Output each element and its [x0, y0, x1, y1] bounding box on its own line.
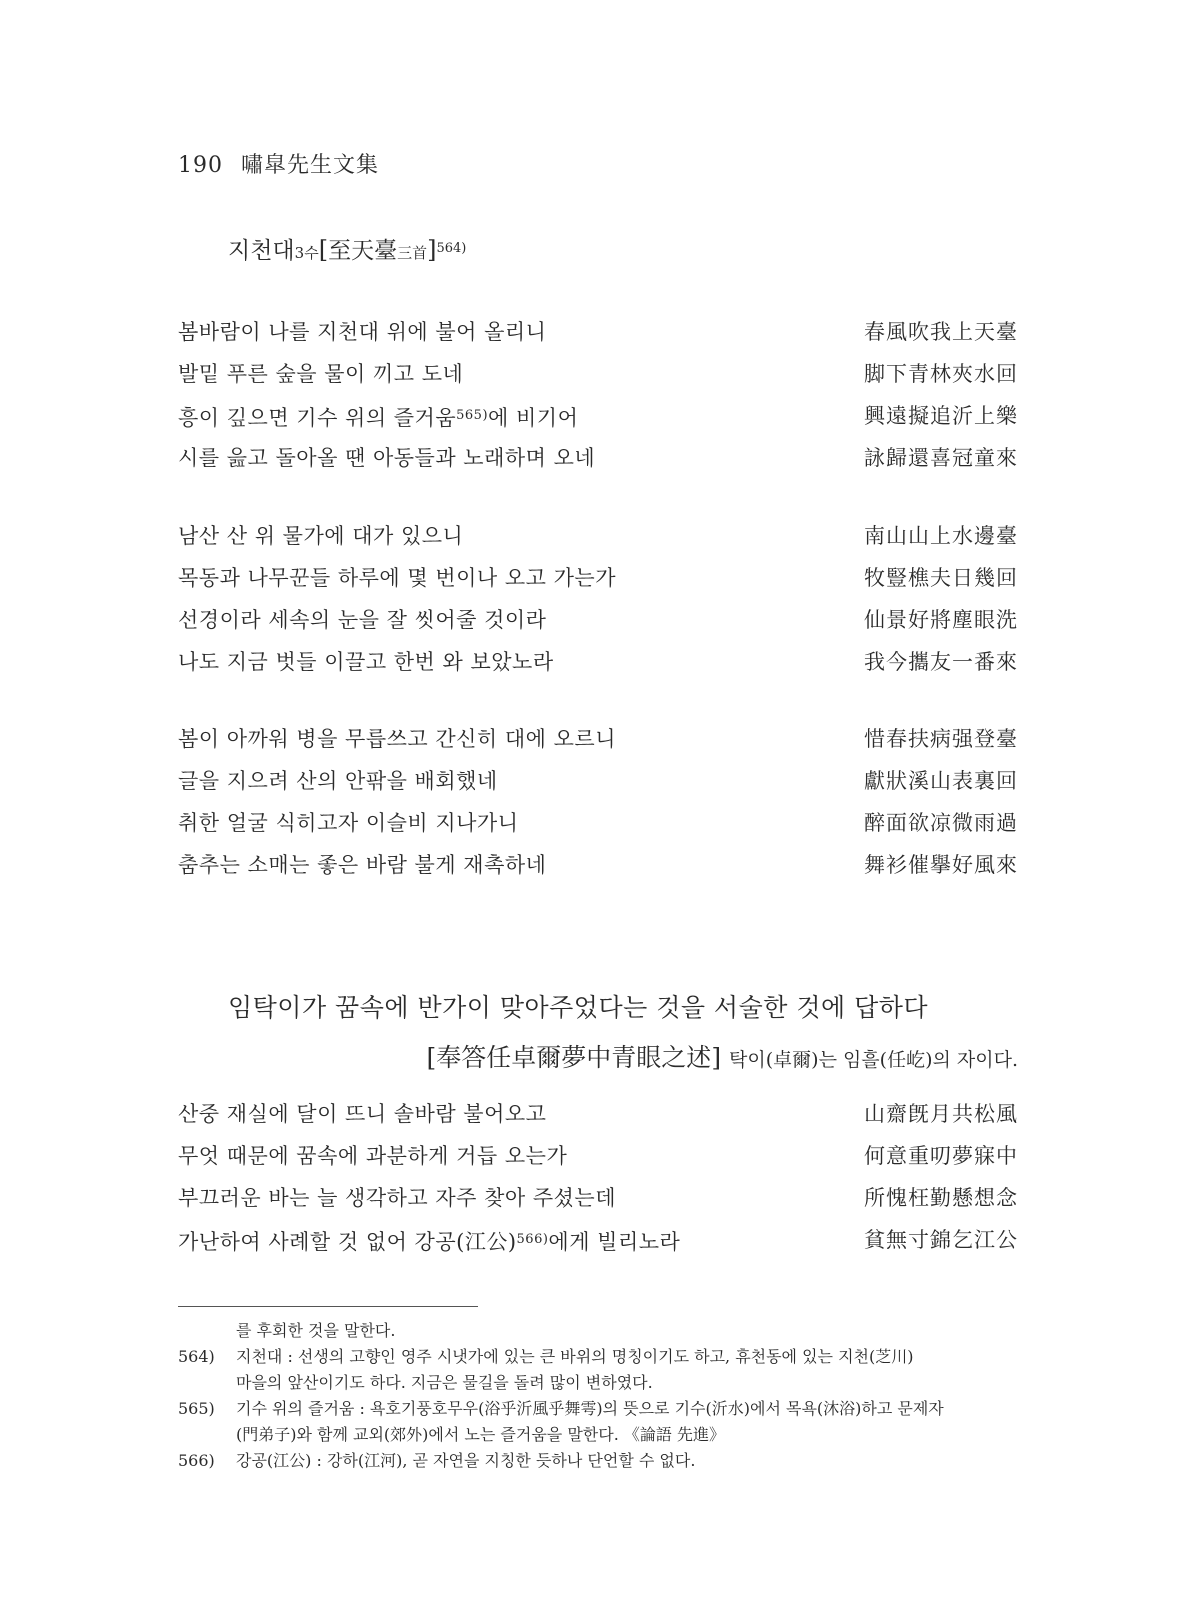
verse-hanja: 南山山上水邊臺 [864, 524, 1018, 548]
verse-line [178, 515, 1018, 557]
verse-line [178, 844, 1018, 886]
poem1-title-hanja: 至天臺 [328, 238, 398, 264]
poem2-subtitle-note: 탁이(卓爾)는 임흘(任屹)의 자이다. [729, 1049, 1018, 1071]
footnote-ref: 564) [436, 241, 467, 256]
verse-line [178, 641, 1018, 683]
poem1-title-count: 3수 [294, 244, 319, 262]
verse-line [178, 599, 1018, 641]
footnote-566 [178, 1448, 1020, 1474]
verse-hanja: 詠歸還喜冠童來 [864, 446, 1018, 470]
poem1-title [228, 232, 466, 265]
verse-line [178, 1135, 1018, 1177]
verse-hanja: 春風吹我上天臺 [864, 320, 1018, 344]
poem1-stanza-1 [178, 311, 1018, 479]
verse-hanja: 仙景好將塵眼洗 [864, 608, 1018, 632]
verse-line [178, 1177, 1018, 1219]
footnote-564 [178, 1344, 1020, 1396]
footnote-text: 기수 위의 즐거움 : 욕호기풍호무우(浴乎沂風乎舞雩)의 뜻으로 기수(沂水)에서 목욕(沐浴)하고 문제자 [236, 1399, 944, 1418]
poem2-subtitle [427, 1038, 1018, 1074]
verse-korean: 가난하여 사례할 것 없어 강공(江公)$^{566)}$에게 빌리노라 [178, 1230, 681, 1254]
footnote-text: (門弟子)와 함께 교외(郊外)에서 노는 즐거움을 말한다. 《論語 先進》 [236, 1425, 725, 1444]
footnote-number: 566) [178, 1451, 215, 1470]
verse-line [178, 1093, 1018, 1135]
verse-line [178, 353, 1018, 395]
verse-hanja: 惜春扶病强登臺 [864, 727, 1018, 751]
poem1-stanza-3 [178, 718, 1018, 886]
verse-hanja: 牧豎樵夫日幾回 [864, 566, 1018, 590]
verse-hanja: 山齋旣月共松風 [864, 1102, 1018, 1126]
verse-korean: 목동과 나무꾼들 하루에 몇 번이나 오고 가는가 [178, 566, 616, 590]
verse-line [178, 760, 1018, 802]
book-title: 嘯皐先生文集 [241, 153, 380, 178]
footnote-ref: 566) [516, 1232, 549, 1247]
page-number: 190 [178, 153, 223, 178]
verse-hanja: 獻狀溪山表裏回 [864, 769, 1018, 793]
verse-korean: 선경이라 세속의 눈을 잘 씻어줄 것이라 [178, 608, 547, 632]
poem1-title-close: ] [427, 236, 437, 264]
footnote-text: 마을의 앞산이기도 하다. 지금은 물길을 돌려 많이 변하였다. [236, 1373, 653, 1392]
verse-line [178, 1219, 1018, 1261]
verse-korean: 무엇 때문에 꿈속에 과분하게 거듭 오는가 [178, 1144, 568, 1168]
verse-korean: 발밑 푸른 숲을 물이 끼고 도네 [178, 362, 464, 386]
poem2-subtitle-open: [ [426, 1043, 437, 1072]
verse-korean: 봄바람이 나를 지천대 위에 불어 올리니 [178, 320, 547, 344]
poem2-title: 임탁이가 꿈속에 반가이 맞아주었다는 것을 서술한 것에 답하다 [228, 993, 929, 1022]
poem2-subtitle-hanja: 奉答任卓爾夢中青眼之述 [436, 1043, 712, 1072]
footnotes [178, 1318, 1020, 1474]
poem1-stanza-2 [178, 515, 1018, 683]
verse-korean: 춤추는 소매는 좋은 바람 불게 재촉하네 [178, 853, 547, 877]
footnote-565 [178, 1396, 1020, 1448]
footnote-continuation: 를 후회한 것을 말한다. [236, 1321, 396, 1340]
verse-korean: 부끄러운 바는 늘 생각하고 자주 찾아 주셨는데 [178, 1186, 616, 1210]
footnote-text: 강공(江公) : 강하(江河), 곧 자연을 지칭한 듯하나 단언할 수 없다. [236, 1451, 696, 1470]
verse-korean: 시를 읊고 돌아올 땐 아동들과 노래하며 오네 [178, 446, 596, 470]
poem1-title-ko: 지천대 [228, 238, 295, 264]
verse-hanja: 所愧枉勤懸想念 [864, 1186, 1018, 1210]
verse-line [178, 802, 1018, 844]
footnote-number: 564) [178, 1347, 215, 1366]
poem1-title-open: [ [318, 236, 329, 264]
footnote-divider [178, 1306, 478, 1307]
verse-hanja: 舞衫催擧好風來 [864, 853, 1018, 877]
poem2-subtitle-close: ] [711, 1043, 722, 1072]
verse-korean: 글을 지으려 산의 안팎을 배회했네 [178, 769, 498, 793]
footnote-ref: 565) [456, 408, 489, 423]
poem1-title-hanja-small: 三首 [397, 244, 428, 262]
verse-line [178, 437, 1018, 479]
footnote-text: 지천대 : 선생의 고향인 영주 시냇가에 있는 큰 바위의 명칭이기도 하고, 휴천동에 있는 지천(芝川) [236, 1347, 914, 1366]
verse-korean: 취한 얼굴 식히고자 이슬비 지나가니 [178, 811, 519, 835]
verse-korean: 산중 재실에 달이 뜨니 솔바람 불어오고 [178, 1102, 547, 1126]
verse-line [178, 557, 1018, 599]
verse-hanja: 何意重叨夢寐中 [864, 1144, 1018, 1168]
verse-korean: 나도 지금 벗들 이끌고 한번 와 보았노라 [178, 650, 554, 674]
verse-line [178, 718, 1018, 760]
verse-hanja: 脚下青林夾水回 [864, 362, 1018, 386]
verse-hanja: 我今攜友一番來 [864, 650, 1018, 674]
verse-hanja: 醉面欲凉微雨過 [864, 811, 1018, 835]
footnote-number: 565) [178, 1399, 215, 1418]
verse-hanja: 貧無寸錦乞江公 [864, 1228, 1018, 1252]
running-header [178, 148, 379, 179]
verse-korean: 남산 산 위 물가에 대가 있으니 [178, 524, 464, 548]
verse-line [178, 395, 1018, 437]
verse-hanja: 興遠擬追沂上樂 [864, 404, 1018, 428]
verse-line [178, 311, 1018, 353]
verse-korean: 흥이 깊으면 기수 위의 즐거움$^{565)}$에 비기어 [178, 406, 579, 430]
poem2-stanza [178, 1093, 1018, 1261]
verse-korean: 봄이 아까워 병을 무릅쓰고 간신히 대에 오르니 [178, 727, 616, 751]
